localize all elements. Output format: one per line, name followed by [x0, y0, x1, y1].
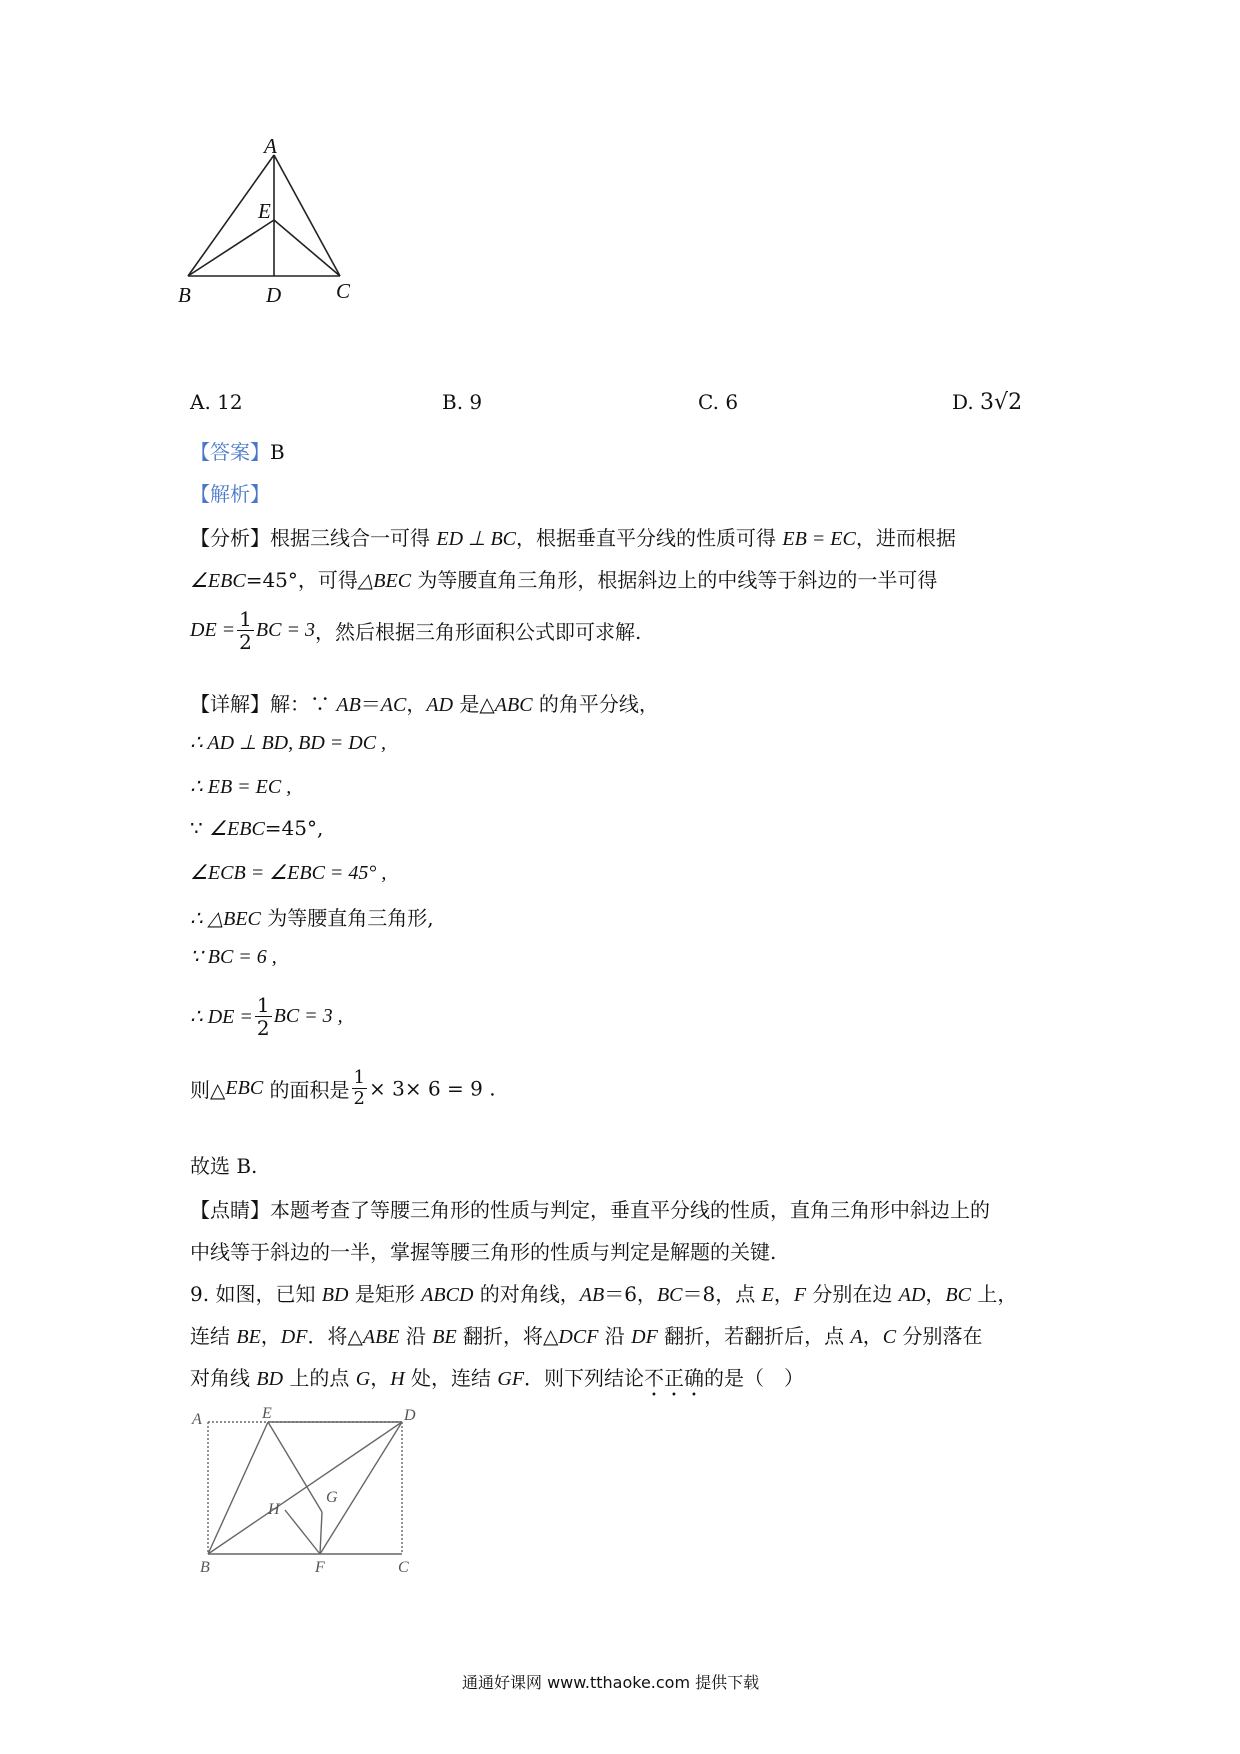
q9-line-2 — [190, 1320, 982, 1349]
fenxi-text: ，进而根据 — [855, 526, 956, 550]
q9-math: DF — [280, 1326, 308, 1348]
option-a-value: 12 — [217, 390, 243, 414]
xiangjie-step-6 — [190, 902, 434, 931]
q9-math: ABE — [362, 1326, 400, 1348]
q9-math: BE — [432, 1326, 457, 1348]
q9-math: BD — [321, 1284, 349, 1306]
option-d-value: 3√2 — [980, 390, 1023, 415]
dianjing-text: 本题考查了等腰三角形的性质与判定，垂直平分线的性质，直角三角形中斜边上的 — [270, 1198, 990, 1222]
xiangjie-line-1 — [190, 688, 659, 717]
step-text: ， — [406, 692, 427, 716]
q9-text: ＝8，点 — [682, 1282, 762, 1306]
label-d: D — [266, 283, 282, 307]
label-c: C — [398, 1559, 409, 1576]
q9-math: G — [355, 1368, 371, 1390]
step-text: ∵ — [190, 816, 210, 840]
option-c-label: C. — [698, 390, 719, 414]
q9-math: DF — [631, 1326, 658, 1348]
fenxi-math: BC = 3 — [255, 619, 315, 641]
q9-text: ， — [370, 1366, 391, 1390]
xiangjie-step-7: ∵ BC = 6 , — [190, 946, 277, 968]
q9-text: ， — [773, 1282, 794, 1306]
fraction-numerator: 1 — [256, 993, 270, 1017]
q9-math: BC — [656, 1284, 683, 1306]
fenxi-text: ，然后根据三角形面积公式即可求解. — [314, 620, 642, 644]
q9-text: ， — [925, 1282, 946, 1306]
step-text: 为等腰直角三角形, — [260, 906, 434, 930]
q9-text: 翻折，若翻折后，点 — [657, 1324, 851, 1348]
answer-tag: 【答案】 — [190, 440, 270, 464]
q9-emphasis: 不正确 — [644, 1366, 705, 1390]
step-text: 则△ — [190, 1078, 226, 1102]
q9-text: 沿 — [598, 1324, 632, 1348]
q9-text: 沿 — [399, 1324, 433, 1348]
step-text: ＝ — [360, 692, 381, 716]
step-text: =45°, — [264, 816, 324, 840]
step-math: AC — [380, 694, 407, 716]
fraction-denominator: 2 — [353, 1088, 365, 1109]
fenxi-line-1 — [190, 522, 956, 551]
q9-text: 分别落在 — [896, 1324, 983, 1348]
q9-text: 翻折，将△ — [456, 1324, 559, 1348]
fenxi-line-3 — [190, 608, 641, 653]
q9-math: E — [761, 1284, 774, 1306]
q9-text: 上， — [970, 1282, 1018, 1306]
xiangjie-step-10: 故选 B. — [190, 1154, 258, 1178]
option-a — [190, 390, 243, 414]
q9-math: BC — [945, 1284, 971, 1306]
q9-text: ， — [260, 1324, 281, 1348]
q9-text: ， — [862, 1324, 883, 1348]
fenxi-text: ，根据垂直平分线的性质可得 — [516, 526, 783, 550]
xiangjie-step-3: ∴ EB = EC , — [190, 776, 292, 798]
step-math: BC = 3 , — [273, 1005, 343, 1027]
fenxi-math: △BEC — [357, 570, 412, 592]
q9-math: DCF — [558, 1326, 599, 1348]
fenxi-math: EB = EC — [782, 528, 856, 550]
step-math: ∴ △BEC — [190, 908, 261, 930]
fraction-half — [255, 994, 272, 1039]
figure-rectangle-abcd — [190, 1400, 430, 1576]
q9-text: 处，连结 — [404, 1366, 498, 1390]
fenxi-line-2 — [190, 564, 937, 593]
xiangjie-step-4 — [190, 816, 323, 841]
xiangjie-step-8 — [190, 994, 343, 1039]
q9-math: GF — [497, 1368, 525, 1390]
label-e: E — [262, 1405, 272, 1422]
q9-text: 上的点 — [283, 1366, 356, 1390]
step-math: × 3× 6 = 9 . — [368, 1076, 496, 1101]
analysis-tag: 【解析】 — [190, 482, 270, 506]
option-d — [952, 390, 1022, 415]
q9-text: 的是（ ） — [704, 1366, 805, 1390]
label-f: F — [315, 1559, 325, 1576]
xiangjie-step-9 — [190, 1068, 496, 1109]
fraction-numerator: 1 — [353, 1067, 365, 1088]
fraction-denominator: 2 — [256, 1016, 270, 1040]
label-d: D — [404, 1407, 416, 1424]
page-footer: 通通好课网 www.tthaoke.com 提供下载 — [462, 1673, 760, 1692]
q9-math: F — [793, 1284, 807, 1306]
xiangjie-step-2: ∴ AD ⊥ BD, BD = DC , — [190, 732, 387, 754]
q9-math: C — [882, 1326, 897, 1348]
step-text: 的角平分线， — [532, 692, 659, 716]
q9-text: 对角线 — [190, 1366, 257, 1390]
fraction-numerator: 1 — [239, 607, 252, 631]
step-text: 的面积是 — [263, 1078, 350, 1102]
fenxi-text: =45°，可得 — [245, 568, 358, 592]
dianjing-tag: 【点睛】 — [190, 1198, 270, 1222]
step-math: AB — [336, 694, 361, 716]
fenxi-tag: 【分析】 — [190, 526, 270, 550]
figure-triangle-abc — [178, 134, 360, 340]
label-a: A — [264, 134, 277, 158]
fraction-half — [237, 608, 254, 653]
q9-text: 是矩形 — [348, 1282, 422, 1306]
option-d-label: D. — [952, 390, 974, 414]
option-b — [442, 390, 482, 414]
step-math: EBC — [225, 1077, 264, 1099]
step-math: AD — [426, 694, 454, 716]
fenxi-math: ∠EBC — [190, 570, 246, 592]
label-b: B — [200, 1559, 210, 1576]
option-a-label: A. — [190, 390, 211, 414]
step-math: ∠EBC — [209, 818, 265, 840]
option-c — [698, 390, 738, 414]
dianjing-line-1 — [190, 1194, 990, 1223]
label-b: B — [178, 283, 191, 307]
fenxi-text: 根据三线合一可得 — [270, 526, 437, 550]
q9-math: H — [390, 1368, 405, 1390]
label-c: C — [336, 279, 351, 303]
q9-math: AD — [898, 1284, 926, 1306]
answer-line — [190, 436, 285, 465]
label-g: G — [326, 1489, 338, 1506]
step-text: 解：∵ — [270, 692, 337, 716]
fraction-denominator: 2 — [239, 630, 252, 654]
xiangjie-tag: 【详解】 — [190, 692, 270, 716]
q9-text: 分别在边 — [806, 1282, 899, 1306]
step-math: ABC — [494, 694, 533, 716]
q9-math: A — [850, 1326, 863, 1348]
q9-math: AB — [579, 1284, 605, 1306]
option-b-value: 9 — [469, 390, 483, 414]
q9-math: BE — [236, 1326, 261, 1348]
fenxi-text: 为等腰直角三角形，根据斜边上的中线等于斜边的一半可得 — [411, 568, 938, 592]
q9-text: 连结 — [190, 1324, 237, 1348]
step-text: 是△ — [453, 692, 495, 716]
option-c-value: 6 — [725, 390, 739, 414]
fraction-half — [352, 1068, 367, 1109]
q9-text: ．将△ — [307, 1324, 363, 1348]
q9-text: ．则下列结论 — [524, 1366, 645, 1390]
option-b-label: B. — [442, 390, 464, 414]
dianjing-line-2: 中线等于斜边的一半，掌握等腰三角形的性质与判定是解题的关键. — [190, 1240, 777, 1264]
fenxi-math: DE = — [190, 619, 236, 641]
q9-line-1 — [190, 1278, 1017, 1307]
label-h: H — [268, 1501, 280, 1518]
q9-math: BD — [256, 1368, 284, 1390]
answer-value: B — [270, 440, 285, 464]
q9-line-3 — [190, 1362, 804, 1401]
fenxi-math: ED ⊥ BC — [436, 528, 516, 550]
label-e: E — [258, 199, 271, 223]
q9-math: ABCD — [421, 1284, 474, 1306]
label-a: A — [192, 1411, 202, 1428]
q9-text: 9. 如图，已知 — [190, 1282, 322, 1306]
step-math: ∴ DE = — [190, 1006, 253, 1028]
xiangjie-step-5: ∠ECB = ∠EBC = 45° , — [190, 862, 387, 884]
q9-text: 的对角线， — [473, 1282, 580, 1306]
q9-text: ＝6， — [604, 1282, 657, 1306]
